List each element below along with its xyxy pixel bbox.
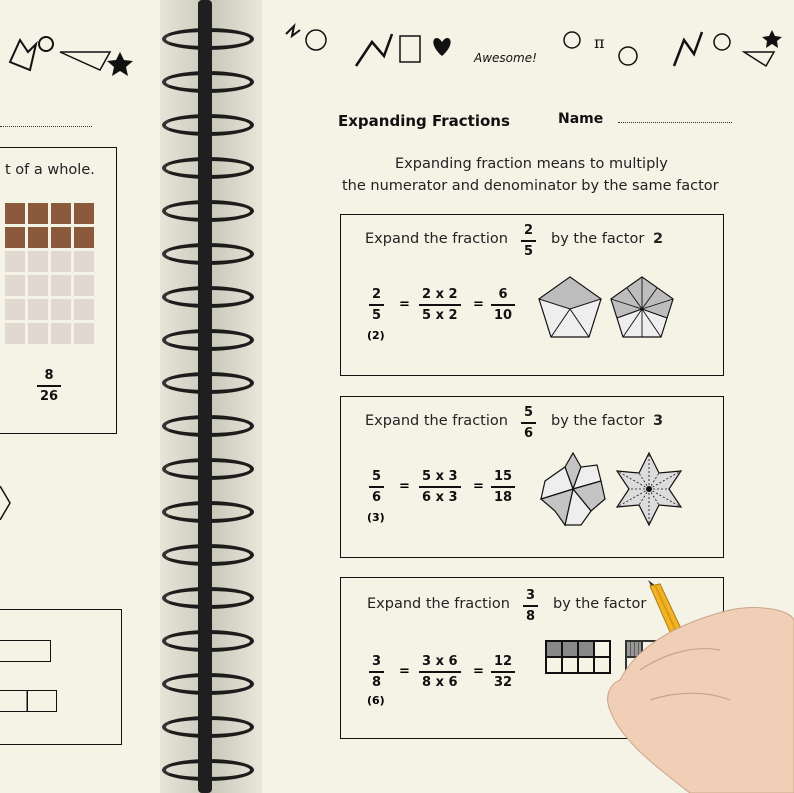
exercise-card-2: [340, 396, 724, 558]
star-6-parts: [539, 451, 607, 527]
page-title: Expanding Fractions: [338, 112, 510, 130]
equals-sign: =: [473, 297, 484, 312]
left-shape-fragment: [0, 486, 12, 520]
exercise-3-prompt: Expand the fraction: [367, 596, 510, 612]
left-bar-2: [0, 690, 57, 712]
left-bar-1: [0, 640, 51, 662]
exercise-2-result: 15 18: [491, 469, 515, 505]
intro-line-2: the numerator and denominator by the same factor: [342, 178, 719, 194]
left-bars-box: [0, 609, 122, 745]
doodle-strip-left: [0, 22, 150, 82]
equals-sign: =: [399, 664, 410, 679]
left-fraction: 8 26: [37, 368, 61, 404]
exercise-1-factor: 2: [653, 231, 664, 247]
exercise-1-given: 2 5: [369, 287, 384, 323]
svg-text:π: π: [594, 33, 605, 52]
exercise-3-factor-note: (6): [367, 694, 385, 707]
exercise-2-factor-text: by the factor: [551, 413, 645, 429]
exercise-1-factor-text: by the factor: [551, 231, 645, 247]
svg-text:Awesome!: Awesome!: [474, 51, 537, 65]
exercise-1-result: 6 10: [491, 287, 515, 323]
exercise-3-fraction: 3 8: [523, 588, 538, 624]
exercise-2-given: 5 6: [369, 469, 384, 505]
pentagon-10-parts: [609, 275, 675, 339]
name-label: Name: [558, 111, 604, 127]
equals-sign: =: [473, 479, 484, 494]
pentagon-5-parts: [537, 275, 603, 339]
left-box-text: t of a whole.: [5, 162, 95, 178]
spiral-wire: [198, 0, 212, 793]
exercise-2-fraction: 5 6: [521, 405, 536, 441]
name-field-line[interactable]: [618, 122, 732, 123]
exercise-2-multiplication: 5 x 3 6 x 3: [419, 469, 461, 505]
exercise-1-multiplication: 2 x 2 5 x 2: [419, 287, 461, 323]
exercise-3-given: 3 8: [369, 654, 384, 690]
left-page: [0, 0, 160, 793]
exercise-3-multiplication: 3 x 6 8 x 6: [419, 654, 461, 690]
exercise-1-factor-note: (2): [367, 329, 385, 342]
doodle-strip-right: [282, 22, 782, 82]
exercise-2-factor-note: (3): [367, 511, 385, 524]
left-underline: [0, 126, 92, 127]
hand-with-pencil: [600, 580, 794, 793]
exercise-2-factor: 3: [653, 413, 664, 429]
star-18-parts: [613, 451, 685, 527]
equals-sign: =: [473, 664, 484, 679]
exercise-card-1: [340, 214, 724, 376]
exercise-3-factor-text: by the factor: [553, 596, 647, 612]
intro-line-1: Expanding fraction means to multiply: [395, 156, 668, 172]
left-chocolate-box: [0, 147, 117, 434]
exercise-1-fraction: 2 5: [521, 223, 536, 259]
equals-sign: =: [399, 479, 410, 494]
chocolate-bar: [5, 203, 94, 344]
exercise-3-result: 12 32: [491, 654, 515, 690]
exercise-1-prompt: Expand the fraction: [365, 231, 508, 247]
exercise-2-prompt: Expand the fraction: [365, 413, 508, 429]
equals-sign: =: [399, 297, 410, 312]
